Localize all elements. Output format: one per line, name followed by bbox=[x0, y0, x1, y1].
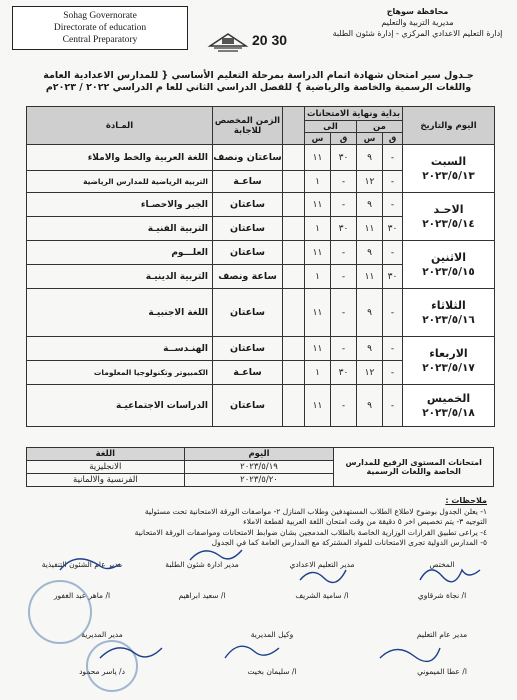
subject: الجبر والاحصـاء bbox=[27, 193, 213, 217]
signature-role: مدير ادارة شئون الطلبة bbox=[165, 560, 239, 569]
to-s: ١١ bbox=[305, 385, 331, 427]
to-s: ١ bbox=[305, 361, 331, 385]
from-s: ٩ bbox=[357, 289, 383, 337]
spacer-cell bbox=[283, 241, 305, 265]
day-date: ٢٠٢٣/٥/١٦ bbox=[422, 313, 475, 326]
duration: ساعتان bbox=[213, 193, 283, 217]
to-s: ١١ bbox=[305, 289, 331, 337]
from-q: - bbox=[383, 193, 403, 217]
signature-role: مدير عام التعليم bbox=[416, 630, 468, 639]
header-ar-line: مديرية التربية والتعليم bbox=[381, 18, 454, 27]
title-line: جـدول سير امتحان شهادة اتمام الدراسة بمرحلة التعليم الأساسي { للمدارس الاعدادية العامة bbox=[43, 70, 474, 81]
day-name: السبت bbox=[430, 154, 467, 168]
document-title bbox=[12, 70, 505, 94]
to-s: ١١ bbox=[305, 193, 331, 217]
header-day-date: اليوم والتاريخ bbox=[403, 107, 495, 145]
day-name: الاثنين bbox=[431, 250, 466, 264]
table-row bbox=[27, 337, 495, 361]
day-name: الخميس bbox=[426, 391, 471, 405]
subject: اللغة العربية والخط والاملاء bbox=[27, 145, 213, 171]
to-q: - bbox=[331, 337, 357, 361]
spacer-cell bbox=[283, 193, 305, 217]
day-cell bbox=[403, 385, 495, 427]
header-ar-line: إدارة التعليم الاعدادي المركزي - إدارة شئون الطلبة bbox=[332, 29, 503, 38]
to-q: - bbox=[331, 193, 357, 217]
table-row bbox=[27, 289, 495, 337]
signature-role: وكيل المديرية bbox=[250, 630, 294, 639]
table-row bbox=[27, 385, 495, 427]
signature-role: مدير المديرية bbox=[81, 630, 123, 639]
spacer-cell bbox=[283, 361, 305, 385]
duration: ساعتان bbox=[213, 241, 283, 265]
col-day: اليوم bbox=[184, 448, 334, 461]
header-s: س bbox=[357, 133, 383, 145]
exam-date: ٢٠٢٣/٥/٢٠ bbox=[184, 474, 334, 487]
handwritten-signatures bbox=[0, 540, 517, 700]
spacer-cell bbox=[283, 217, 305, 241]
to-q: - bbox=[331, 265, 357, 289]
spacer-cell bbox=[283, 145, 305, 171]
vision-2030-logo bbox=[200, 20, 310, 62]
signature-name: د/ ياسر محمود bbox=[79, 667, 125, 676]
spacer-cell bbox=[283, 337, 305, 361]
signature-name: ا/ ماهر عبد الغفور bbox=[53, 591, 111, 600]
header-s: س bbox=[305, 133, 331, 145]
logo-text: 20 30 bbox=[252, 32, 288, 48]
to-q: - bbox=[331, 241, 357, 265]
to-q: - bbox=[331, 171, 357, 193]
header-en-line: Directorate of education bbox=[53, 23, 147, 33]
spacer-cell bbox=[283, 289, 305, 337]
header-spacer bbox=[283, 107, 305, 145]
exam-language: الفرنسية والالمانية bbox=[27, 474, 185, 487]
note-item: التوجيه ٣- يتم تخصيص اخر ٥ دقيقة من وقت امتحان اللغة العربية لقطعة الاملاء bbox=[243, 517, 487, 526]
day-cell bbox=[403, 145, 495, 193]
col-language: اللغة bbox=[27, 448, 185, 461]
from-s: ١١ bbox=[357, 217, 383, 241]
high-level-label: امتحانات المستوى الرفيع للمدارس الخاصة واللغات الرسمية bbox=[334, 448, 494, 487]
from-s: ٩ bbox=[357, 337, 383, 361]
header-from: من bbox=[357, 121, 403, 133]
header-en-line: Central Preparatory bbox=[62, 35, 138, 45]
day-cell bbox=[403, 289, 495, 337]
from-s: ٩ bbox=[357, 385, 383, 427]
from-q: - bbox=[383, 361, 403, 385]
day-date: ٢٠٢٣/٥/١٥ bbox=[422, 265, 475, 278]
exam-schedule-table bbox=[26, 106, 495, 427]
day-date: ٢٠٢٣/٥/١٤ bbox=[422, 217, 475, 230]
to-s: ١١ bbox=[305, 145, 331, 171]
duration: ساعتان ونصف bbox=[213, 145, 283, 171]
from-s: ٩ bbox=[357, 241, 383, 265]
from-q: ٣٠ bbox=[383, 217, 403, 241]
signature-name: ا/ عطا الميموني bbox=[417, 667, 467, 676]
table-row bbox=[27, 193, 495, 217]
day-name: الاحـد bbox=[433, 202, 464, 216]
day-date: ٢٠٢٣/٥/١٧ bbox=[422, 361, 475, 374]
subject: التربية الرياضية للمدارس الرياضية bbox=[27, 171, 213, 193]
day-name: الثلاثاء bbox=[431, 298, 466, 312]
from-q: - bbox=[383, 171, 403, 193]
arabic-header bbox=[330, 6, 505, 39]
table-row bbox=[27, 241, 495, 265]
header-time: الزمن المخصص للاجابة bbox=[213, 107, 283, 145]
signature-role: مدير التعليم الاعدادي bbox=[289, 560, 355, 569]
duration: ساعة ونصف bbox=[213, 265, 283, 289]
from-q: - bbox=[383, 385, 403, 427]
signature-name: ا/ سليمان بخيت bbox=[247, 667, 297, 676]
day-name: الاربعاء bbox=[429, 346, 468, 360]
from-s: ١٢ bbox=[357, 171, 383, 193]
from-q: - bbox=[383, 145, 403, 171]
to-s: ١١ bbox=[305, 337, 331, 361]
day-cell bbox=[403, 241, 495, 289]
signature-role: المختص bbox=[429, 560, 455, 569]
day-cell bbox=[403, 337, 495, 385]
header-subject: المـادة bbox=[27, 107, 213, 145]
signature-name: ا/ نجاة شرقاوي bbox=[417, 591, 467, 600]
day-date: ٢٠٢٣/٥/١٨ bbox=[422, 406, 475, 419]
day-cell bbox=[403, 193, 495, 241]
header-q: ق bbox=[331, 133, 357, 145]
to-q: - bbox=[331, 289, 357, 337]
signature-role: مدير عام الشئون التنفيذية bbox=[41, 560, 123, 569]
to-s: ١١ bbox=[305, 241, 331, 265]
table-row bbox=[27, 145, 495, 171]
duration: ساعتان bbox=[213, 289, 283, 337]
from-s: ١١ bbox=[357, 265, 383, 289]
from-s: ٩ bbox=[357, 145, 383, 171]
english-header bbox=[12, 6, 188, 50]
header-q: ق bbox=[383, 133, 403, 145]
duration: ساعتان bbox=[213, 217, 283, 241]
subject: العلـــوم bbox=[27, 241, 213, 265]
header-start-end: بداية ونهاية الامتحانات bbox=[305, 107, 403, 121]
to-q: ٣٠ bbox=[331, 145, 357, 171]
duration: ساعتان bbox=[213, 337, 283, 361]
header-ar-line: محافظة سوهاج bbox=[386, 7, 449, 16]
to-q: ٣٠ bbox=[331, 217, 357, 241]
subject: الهنـدســة bbox=[27, 337, 213, 361]
from-s: ١٢ bbox=[357, 361, 383, 385]
exam-date: ٢٠٢٣/٥/١٩ bbox=[184, 461, 334, 474]
to-s: ١ bbox=[305, 171, 331, 193]
header-en-line: Sohag Governorate bbox=[63, 11, 137, 21]
subject: الدراسات الاجتماعيـة bbox=[27, 385, 213, 427]
spacer-cell bbox=[283, 385, 305, 427]
high-level-exams-table bbox=[26, 447, 494, 487]
note-item: ٥- المدارس الدولية تجرى الامتحانات للمواد المشتركة مع المدارس العامة كما في الجدول bbox=[211, 538, 487, 547]
signature-name: ا/ سامية الشريف bbox=[295, 591, 349, 600]
duration: ساعتان bbox=[213, 385, 283, 427]
to-q: - bbox=[331, 385, 357, 427]
header-to: الى bbox=[305, 121, 357, 133]
day-date: ٢٠٢٣/٥/١٣ bbox=[422, 169, 475, 182]
from-q: ٣٠ bbox=[383, 265, 403, 289]
subject: التربية الفنيـة bbox=[27, 217, 213, 241]
schedule-body bbox=[27, 145, 495, 427]
letterhead bbox=[12, 6, 505, 68]
subject: الكمبيوتر وتكنولوجيا المعلومات bbox=[27, 361, 213, 385]
note-item: ٤- يراعى تطبيق القرارات الوزارية الخاصة بالطلاب المدمجين بشان ضوابط الامتحانات ومواصفات الورقة الامتحانية bbox=[134, 527, 487, 537]
from-q: - bbox=[383, 241, 403, 265]
duration: ساعـة bbox=[213, 171, 283, 193]
to-q: ٣٠ bbox=[331, 361, 357, 385]
notes-title: ملاحظات : bbox=[445, 496, 487, 505]
from-s: ٩ bbox=[357, 193, 383, 217]
from-q: - bbox=[383, 337, 403, 361]
duration: ساعـة bbox=[213, 361, 283, 385]
title-line: واللغات الرسمية والخاصة والرياضية } للفصل الدراسي الثاني للعا م الدراسي ٢٠٢٢ / ٢٠٢٣م bbox=[45, 82, 472, 93]
signature-name: ا/ سعيد ابراهيم bbox=[178, 591, 226, 600]
subject: اللغة الاجنبيـة bbox=[27, 289, 213, 337]
subject: التربية الدينيـة bbox=[27, 265, 213, 289]
to-s: ١ bbox=[305, 217, 331, 241]
to-s: ١ bbox=[305, 265, 331, 289]
from-q: - bbox=[383, 289, 403, 337]
spacer-cell bbox=[283, 171, 305, 193]
spacer-cell bbox=[283, 265, 305, 289]
exam-language: الانجليزية bbox=[27, 461, 185, 474]
note-item: ١- يعلن الجدول بوضوح لاطلاع الطلاب المستهدفين وطلاب المنازل ٢- مواصفات الورقة الامتحانية تحت مسئولية bbox=[144, 506, 487, 516]
